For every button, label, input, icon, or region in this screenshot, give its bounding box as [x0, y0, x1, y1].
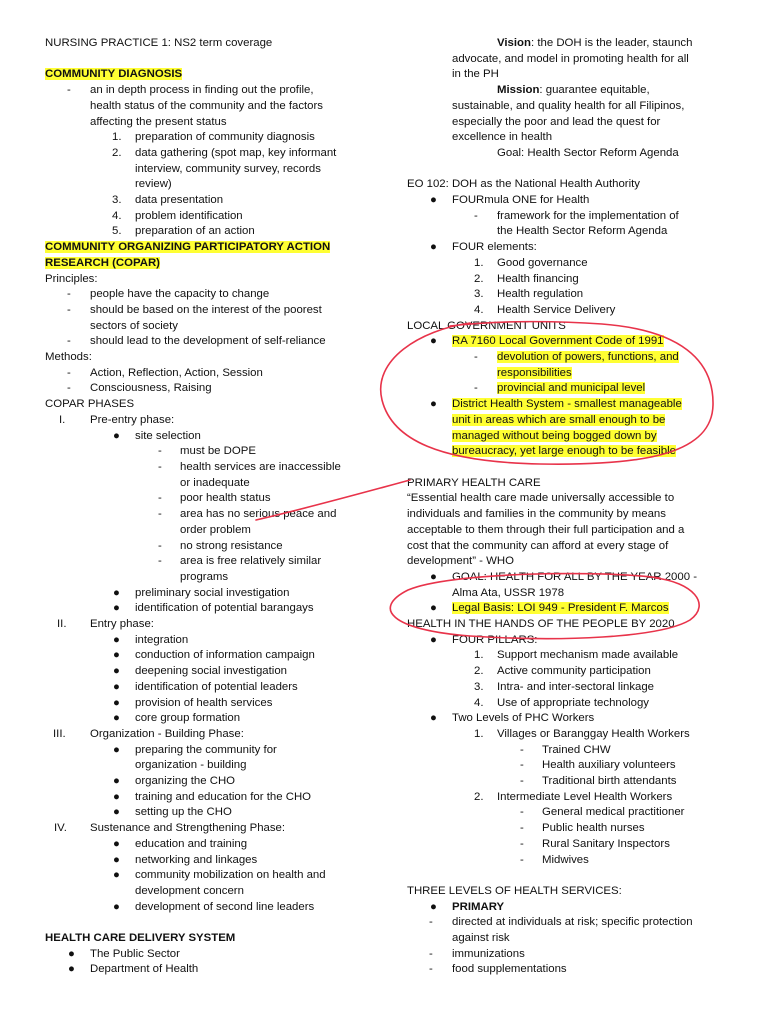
number-marker: 1.: [474, 256, 484, 269]
list-text: conduction of information campaign: [135, 649, 315, 662]
list-text: [407, 366, 725, 382]
list-text: preparation of an action: [135, 225, 255, 238]
dash-marker: -: [520, 743, 524, 756]
list-item: [45, 554, 375, 570]
list-text: core group formation: [135, 712, 241, 725]
who-quote: acceptable to them through their full participation and a: [407, 523, 685, 536]
number-marker: 3.: [112, 194, 122, 207]
bullet-marker: ●: [113, 665, 120, 678]
number-marker: 2.: [474, 272, 484, 285]
bullet-marker: ●: [113, 853, 120, 866]
bullet-item: [45, 805, 375, 821]
list-item: [45, 303, 375, 319]
list-item: [45, 83, 375, 99]
numbered-item: [407, 680, 725, 696]
number-marker: 2.: [112, 146, 122, 159]
list-text: data presentation: [135, 194, 224, 207]
bullet-item: [407, 193, 725, 209]
list-text: FOUR elements:: [452, 241, 537, 254]
list-text: interview, community survey, records: [135, 162, 321, 175]
document-title: NURSING PRACTICE 1: NS2 term coverage: [45, 37, 273, 49]
list-text: Health financing: [497, 272, 579, 285]
list-item: [407, 853, 725, 869]
list-text: Intermediate Level Health Workers: [497, 790, 673, 803]
list-text: Active community participation: [497, 665, 651, 678]
heading-health-care-delivery: HEALTH CARE DELIVERY SYSTEM: [45, 932, 236, 945]
dash-marker: -: [429, 916, 433, 929]
list-text: Intra- and inter-sectoral linkage: [497, 680, 655, 693]
list-text: [407, 413, 725, 429]
dash-marker: -: [158, 555, 162, 568]
spacer: [45, 915, 375, 931]
numbered-item: [407, 696, 725, 712]
list-text: Alma Ata, USSR 1978: [452, 586, 565, 599]
dash-marker: -: [474, 382, 478, 395]
list-text: Consciousness, Raising: [90, 382, 212, 395]
heading-text: RESEARCH (COPAR): [45, 256, 160, 269]
list-text: bureaucracy, yet large enough to be feasible: [452, 445, 676, 458]
list-text: preliminary social investigation: [135, 586, 290, 599]
bullet-marker: ●: [430, 398, 437, 411]
bullet-marker: ●: [430, 570, 437, 583]
number-marker: 5.: [112, 225, 122, 238]
list-text: PRIMARY: [452, 900, 505, 913]
number-marker: 1.: [112, 131, 122, 144]
list-text: The Public Sector: [90, 947, 180, 960]
dash-marker: -: [429, 963, 433, 976]
dash-marker: -: [520, 806, 524, 819]
left-column: [45, 36, 375, 978]
list-text: networking and linkages: [135, 853, 258, 866]
list-text: Sustenance and Strengthening Phase:: [90, 822, 286, 835]
mission-label: Mission: [497, 84, 540, 97]
list-text: provincial and municipal level: [497, 382, 646, 395]
bullet-marker: ●: [113, 429, 120, 442]
list-text: the Health Sector Reform Agenda: [497, 225, 668, 238]
list-text: development of second line leaders: [135, 900, 315, 913]
bullet-item: [45, 962, 375, 978]
numbered-item: [407, 287, 725, 303]
list-text: integration: [135, 633, 189, 646]
vision-text: in the PH: [452, 68, 499, 81]
list-text: sectors of society: [90, 319, 178, 332]
number-marker: 1.: [474, 727, 484, 740]
mission-line: [407, 83, 725, 99]
list-text: Pre-entry phase:: [90, 413, 175, 426]
bullet-item: [407, 633, 725, 649]
goal-line: Goal: Health Sector Reform Agenda: [497, 146, 679, 159]
dash-marker: -: [158, 508, 162, 521]
bullet-item: [45, 648, 375, 664]
bullet-item: [407, 601, 725, 617]
dash-marker: -: [520, 837, 524, 850]
vision-line: [407, 36, 725, 52]
bullet-marker: ●: [113, 790, 120, 803]
bullet-marker: ●: [113, 649, 120, 662]
eo-102-line: EO 102: DOH as the National Health Authority: [407, 178, 640, 191]
bullet-marker: ●: [430, 633, 437, 646]
bullet-item: [45, 586, 375, 602]
number-marker: 2.: [474, 665, 484, 678]
vision-text: advocate, and model in promoting health for all: [452, 52, 689, 65]
list-text: Trained CHW: [542, 743, 611, 756]
list-text: Health regulation: [497, 288, 584, 301]
bullet-marker: ●: [430, 602, 437, 615]
list-text: or inadequate: [180, 476, 250, 489]
bullet-item: [45, 947, 375, 963]
list-text: Entry phase:: [90, 618, 154, 631]
bullet-item: [407, 240, 725, 256]
list-text: Good governance: [497, 256, 588, 269]
bullet-item: [407, 570, 725, 586]
list-item: [45, 507, 375, 523]
list-text: against risk: [452, 932, 510, 945]
spacer: [407, 868, 725, 884]
numbered-item: [407, 790, 725, 806]
dash-marker: -: [429, 947, 433, 960]
phase-item: [45, 617, 375, 633]
list-text: programs: [180, 570, 229, 583]
bullet-item: [407, 711, 725, 727]
list-text: poor health status: [180, 492, 271, 505]
spacer: [407, 162, 725, 178]
dash-marker: -: [520, 775, 524, 788]
phase-item: [45, 821, 375, 837]
bullet-item: [407, 334, 725, 350]
list-text: problem identification: [135, 209, 243, 222]
roman-marker: IV.: [54, 822, 67, 835]
list-item: [407, 805, 725, 821]
phase-item: [45, 727, 375, 743]
number-marker: 4.: [112, 209, 122, 222]
dash-marker: -: [67, 84, 71, 97]
number-marker: 4.: [474, 303, 484, 316]
bullet-item: [45, 664, 375, 680]
bullet-item: [45, 601, 375, 617]
who-quote: cost that the community can afford at every stage of: [407, 539, 669, 552]
list-text: FOUR PILLARS:: [452, 633, 538, 646]
numbered-item: [407, 648, 725, 664]
numbered-item: [407, 256, 725, 272]
list-text: GOAL: HEALTH FOR ALL BY THE YEAR 2000 -: [452, 570, 697, 583]
bullet-marker: ●: [113, 806, 120, 819]
list-item: [45, 366, 375, 382]
bullet-marker: ●: [113, 633, 120, 646]
list-text: Use of appropriate technology: [497, 696, 649, 709]
dash-marker: -: [474, 209, 478, 222]
heading-text: COMMUNITY DIAGNOSIS: [45, 68, 183, 81]
list-text: Health Service Delivery: [497, 303, 616, 316]
dash-marker: -: [520, 822, 524, 835]
dash-marker: -: [158, 492, 162, 505]
list-item: [45, 334, 375, 350]
list-text: immunizations: [452, 947, 525, 960]
list-item: [407, 743, 725, 759]
list-text: directed at individuals at risk; specific protection: [452, 916, 693, 929]
dash-marker: -: [520, 853, 524, 866]
heading-copar-cont: [45, 256, 375, 272]
list-text: training and education for the CHO: [135, 790, 312, 803]
bullet-item: [45, 633, 375, 649]
phc-heading: PRIMARY HEALTH CARE: [407, 476, 541, 489]
list-text: review): [135, 178, 172, 191]
vision-label: Vision: [497, 37, 531, 49]
list-item: [407, 758, 725, 774]
dash-marker: -: [67, 303, 71, 316]
list-item: [45, 287, 375, 303]
list-text: Public health nurses: [542, 822, 645, 835]
dash-marker: -: [520, 759, 524, 772]
heading-text: COMMUNITY ORGANIZING PARTICIPATORY ACTION: [45, 241, 331, 254]
list-text: RA 7160 Local Government Code of 1991: [452, 335, 664, 348]
list-item: [407, 915, 725, 931]
list-text: area has no serious peace and: [180, 508, 337, 521]
heading-community-diagnosis: [45, 67, 375, 83]
mission-text: especially the poor and lead the quest for: [452, 115, 661, 128]
mission-text: excellence in health: [452, 131, 553, 144]
bullet-item: [45, 680, 375, 696]
list-item: [45, 460, 375, 476]
list-item: [407, 381, 725, 397]
spacer: [407, 460, 725, 476]
bullet-item: [407, 900, 725, 916]
list-text: District Health System - smallest manageable: [452, 398, 682, 411]
number-marker: 3.: [474, 288, 484, 301]
bullet-marker: ●: [68, 947, 75, 960]
roman-marker: III.: [53, 727, 66, 740]
list-text: Support mechanism made available: [497, 649, 679, 662]
bullet-marker: ●: [113, 837, 120, 850]
numbered-item: [45, 130, 375, 146]
list-text: Midwives: [542, 853, 589, 866]
list-text: responsibilities: [497, 366, 572, 379]
list-text: identification of potential barangays: [135, 602, 314, 615]
list-text: no strong resistance: [180, 539, 283, 552]
list-text: Traditional birth attendants: [542, 775, 677, 788]
list-item: [407, 837, 725, 853]
mission-text: sustainable, and quality health for all Filipinos,: [452, 99, 685, 112]
list-item: [407, 962, 725, 978]
list-item: [407, 209, 725, 225]
list-text: an in depth process in finding out the profile,: [90, 84, 314, 97]
dash-marker: -: [67, 382, 71, 395]
list-text: General medical practitioner: [542, 806, 685, 819]
numbered-item: [407, 664, 725, 680]
list-text: devolution of powers, functions, and: [497, 351, 679, 364]
list-text: Health auxiliary volunteers: [542, 759, 676, 772]
list-text: affecting the present status: [90, 115, 227, 128]
health-in-hands-heading: HEALTH IN THE HANDS OF THE PEOPLE BY 2020: [407, 618, 675, 631]
list-item: [45, 444, 375, 460]
dash-marker: -: [67, 288, 71, 301]
bullet-item: [45, 429, 375, 445]
bullet-marker: ●: [430, 194, 437, 207]
list-text: Legal Basis: LOI 949 - President F. Marcos: [452, 602, 669, 615]
number-marker: 3.: [474, 680, 484, 693]
bullet-marker: ●: [430, 241, 437, 254]
list-text: [407, 444, 725, 460]
list-text: data gathering (spot map, key informant: [135, 146, 337, 159]
vision-text: : the DOH is the leader, staunch: [530, 37, 693, 49]
number-marker: 2.: [474, 790, 484, 803]
list-text: identification of potential leaders: [135, 680, 298, 693]
numbered-item: [407, 272, 725, 288]
dash-marker: -: [158, 460, 162, 473]
bullet-marker: ●: [430, 712, 437, 725]
bullet-item: [45, 868, 375, 884]
list-text: framework for the implementation of: [497, 209, 679, 222]
dash-marker: -: [474, 351, 478, 364]
bullet-marker: ●: [113, 696, 120, 709]
list-text: deepening social investigation: [135, 665, 287, 678]
bullet-marker: ●: [430, 900, 437, 913]
list-text: people have the capacity to change: [90, 288, 270, 301]
dash-marker: -: [158, 445, 162, 458]
numbered-item: [45, 209, 375, 225]
list-item: [407, 947, 725, 963]
bullet-item: [45, 696, 375, 712]
list-item: [407, 774, 725, 790]
list-text: should be based on the interest of the poorest: [90, 303, 322, 316]
list-item: [407, 821, 725, 837]
list-text: organizing the CHO: [135, 775, 236, 788]
numbered-item: [407, 303, 725, 319]
who-quote: development” - WHO: [407, 555, 514, 568]
list-text: health status of the community and the factors: [90, 99, 324, 112]
list-text: preparing the community for: [135, 743, 277, 756]
who-quote: individuals and families in the community by means: [407, 508, 666, 521]
list-item: [45, 539, 375, 555]
numbered-item: [45, 193, 375, 209]
heading-copar: [45, 240, 375, 256]
bullet-marker: ●: [113, 900, 120, 913]
numbered-item: [45, 146, 375, 162]
list-text: Two Levels of PHC Workers: [452, 712, 595, 725]
list-text: Action, Reflection, Action, Session: [90, 366, 263, 379]
list-text: managed without being bogged down by: [452, 429, 657, 442]
list-text: unit in areas which are small enough to be: [452, 413, 666, 426]
list-item: [407, 350, 725, 366]
list-item: [45, 491, 375, 507]
list-text: order problem: [180, 523, 251, 536]
list-text: health services are inaccessible: [180, 460, 341, 473]
mission-text: : guarantee equitable,: [539, 84, 650, 97]
list-text: community mobilization on health and: [135, 869, 326, 882]
list-text: Department of Health: [90, 963, 199, 976]
three-levels-heading: THREE LEVELS OF HEALTH SERVICES:: [407, 884, 622, 897]
dash-marker: -: [158, 539, 162, 552]
bullet-item: [407, 397, 725, 413]
bullet-marker: ●: [113, 869, 120, 882]
methods-label: Methods:: [45, 351, 92, 364]
list-text: development concern: [135, 884, 244, 897]
list-text: organization - building: [135, 759, 247, 772]
bullet-item: [45, 900, 375, 916]
roman-marker: II.: [57, 618, 67, 631]
spacer: [45, 52, 375, 68]
list-text: Villages or Baranggay Health Workers: [497, 727, 690, 740]
list-text: education and training: [135, 837, 248, 850]
bullet-marker: ●: [68, 963, 75, 976]
list-text: Rural Sanitary Inspectors: [542, 837, 670, 850]
number-marker: 1.: [474, 649, 484, 662]
dash-marker: -: [67, 335, 71, 348]
list-text: area is free relatively similar: [180, 555, 322, 568]
list-text: provision of health services: [135, 696, 273, 709]
list-text: setting up the CHO: [135, 806, 232, 819]
bullet-item: [45, 711, 375, 727]
bullet-marker: ●: [113, 586, 120, 599]
list-text: [407, 429, 725, 445]
list-item: [45, 381, 375, 397]
dash-marker: -: [67, 366, 71, 379]
copar-phases-label: COPAR PHASES: [45, 398, 135, 411]
bullet-marker: ●: [113, 743, 120, 756]
list-text: Organization - Building Phase:: [90, 727, 244, 740]
list-text: food supplementations: [452, 963, 567, 976]
list-text: should lead to the development of self-reliance: [90, 335, 326, 348]
list-text: site selection: [135, 429, 201, 442]
list-text: FOURmula ONE for Health: [452, 194, 590, 207]
bullet-marker: ●: [113, 775, 120, 788]
list-text: preparation of community diagnosis: [135, 131, 315, 144]
numbered-item: [407, 727, 725, 743]
roman-marker: I.: [59, 413, 66, 426]
numbered-item: [45, 224, 375, 240]
list-text: must be DOPE: [180, 445, 256, 458]
number-marker: 4.: [474, 696, 484, 709]
bullet-item: [45, 853, 375, 869]
bullet-item: [45, 774, 375, 790]
bullet-marker: ●: [430, 335, 437, 348]
phase-item: [45, 413, 375, 429]
bullet-marker: ●: [113, 602, 120, 615]
principles-label: Principles:: [45, 272, 98, 285]
bullet-marker: ●: [113, 712, 120, 725]
right-column: [407, 36, 725, 978]
bullet-marker: ●: [113, 680, 120, 693]
bullet-item: [45, 790, 375, 806]
bullet-item: [45, 743, 375, 759]
who-quote: “Essential health care made universally accessible to: [407, 492, 675, 505]
lgu-heading: LOCAL GOVERNMENT UNITS: [407, 319, 566, 332]
bullet-item: [45, 837, 375, 853]
